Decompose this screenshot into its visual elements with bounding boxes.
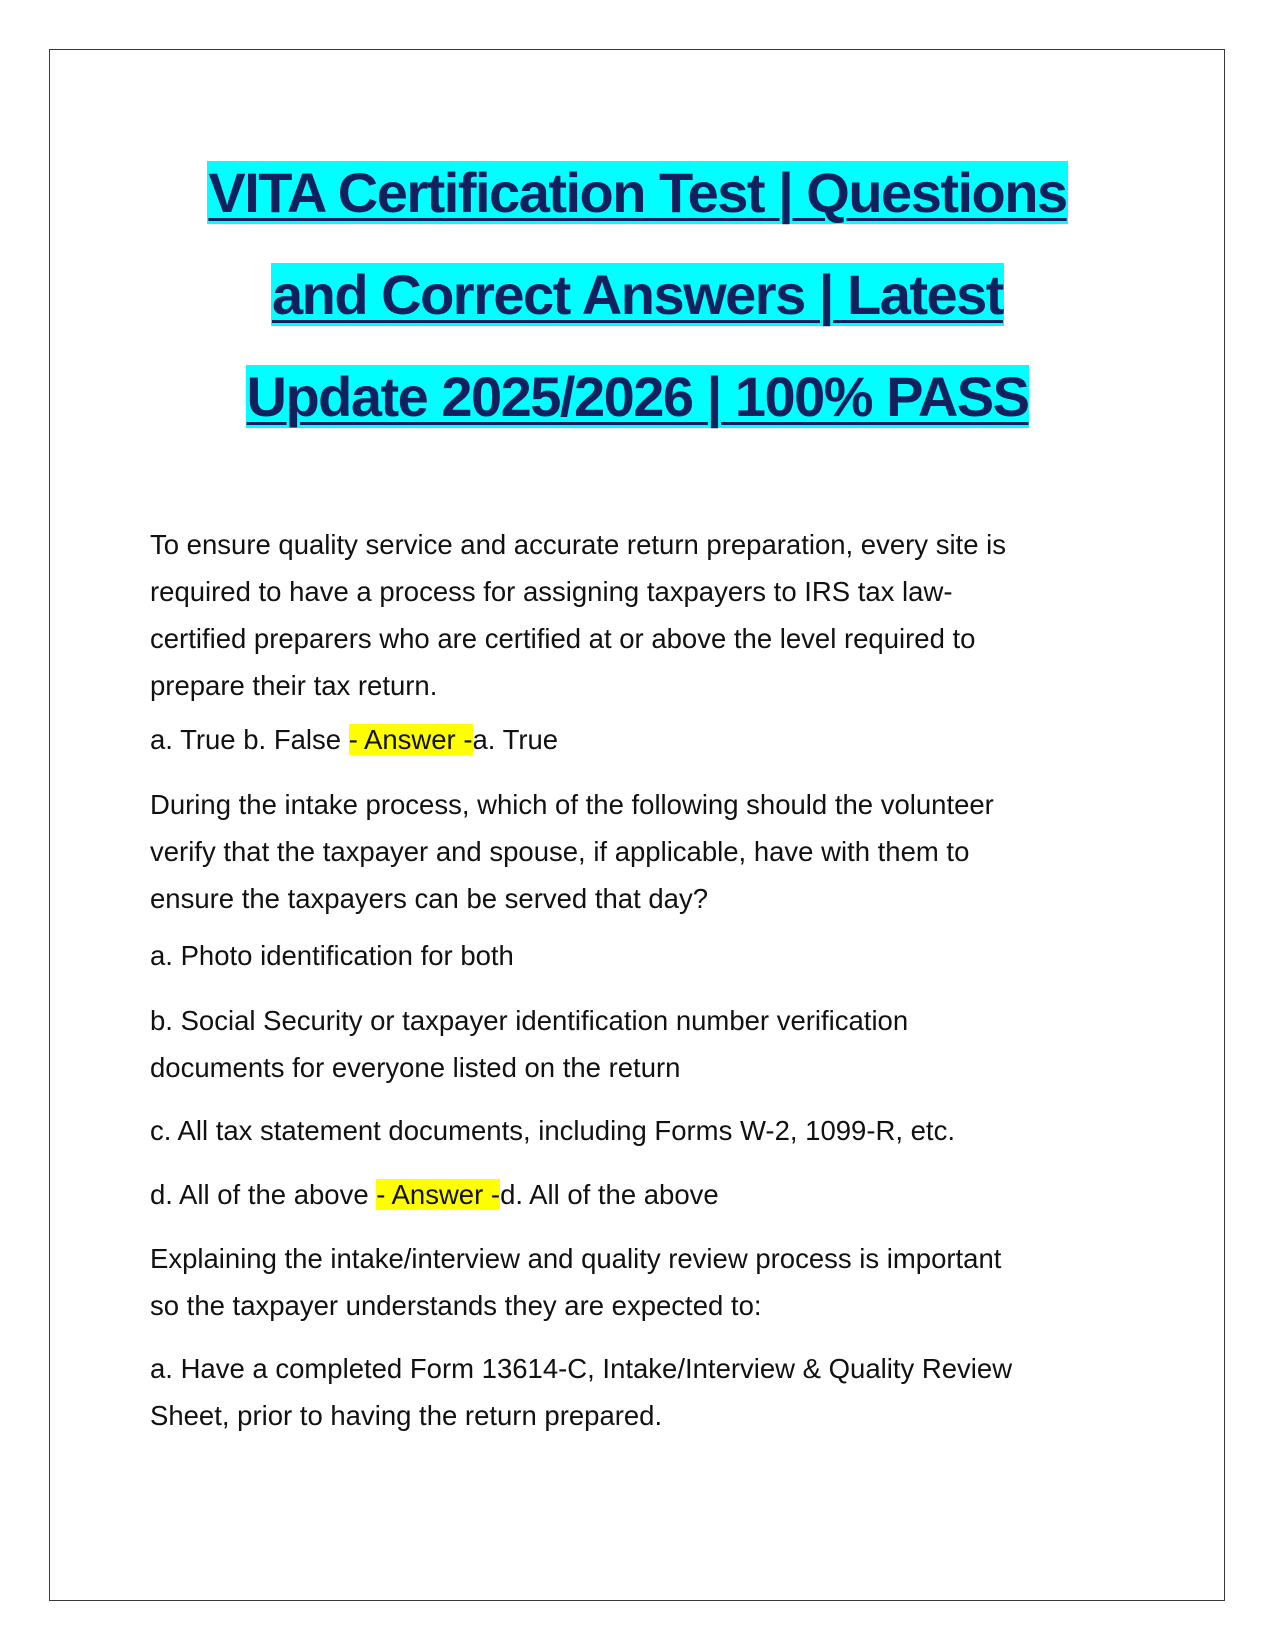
- question-2-line-2: verify that the taxpayer and spouse, if applicable, have with them to: [150, 836, 970, 867]
- question-2-line-3: ensure the taxpayers can be served that day?: [150, 883, 708, 914]
- question-3-option-a-line-2: Sheet, prior to having the return prepared.: [150, 1400, 663, 1431]
- question-1-text: [150, 521, 1130, 709]
- question-1-line-1: To ensure quality service and accurate return preparation, every site is: [150, 529, 1006, 560]
- question-2-answer-line: [150, 1171, 1130, 1218]
- question-2-option-d: d. All of the above: [150, 1179, 377, 1210]
- question-3-option-a-line-1: a. Have a completed Form 13614-C, Intake/Interview & Quality Review: [150, 1353, 1013, 1384]
- question-1-answer-line: [150, 716, 1130, 763]
- question-1-line-4: prepare their tax return.: [150, 670, 438, 701]
- question-2-option-b-line-2: documents for everyone listed on the return: [150, 1052, 681, 1083]
- question-1-line-3: certified preparers who are certified at or above the level required to: [150, 623, 976, 654]
- answer-marker: - Answer -: [376, 1179, 501, 1210]
- title-line-3: Update 2025/2026 | 100% PASS: [246, 365, 1029, 428]
- question-1-options: a. True b. False: [150, 724, 349, 755]
- question-2-option-a: a. Photo identification for both: [150, 940, 514, 971]
- question-2-answer: d. All of the above: [500, 1179, 719, 1210]
- question-3-line-1: Explaining the intake/interview and quality review process is important: [150, 1243, 1002, 1274]
- question-2-option-b-line-1: b. Social Security or taxpayer identification number verification: [150, 1005, 909, 1036]
- document-title: [60, 142, 1215, 448]
- question-3-option-a: [150, 1345, 1130, 1439]
- title-line-1: VITA Certification Test | Questions: [208, 161, 1067, 224]
- answer-marker: - Answer -: [348, 724, 473, 755]
- question-2-text: [150, 781, 1130, 922]
- question-1-line-2: required to have a process for assigning taxpayers to IRS tax law-: [150, 576, 953, 607]
- question-3-line-2: so the taxpayer understands they are expected to:: [150, 1290, 762, 1321]
- question-2-line-1: During the intake process, which of the following should the volunteer: [150, 789, 994, 820]
- question-2-option-b: [150, 997, 1130, 1091]
- question-3-text: [150, 1235, 1130, 1329]
- question-1-answer: a. True: [472, 724, 559, 755]
- title-line-2: and Correct Answers | Latest: [272, 263, 1003, 326]
- question-2-option-c: c. All tax statement documents, including Forms W-2, 1099-R, etc.: [150, 1115, 955, 1146]
